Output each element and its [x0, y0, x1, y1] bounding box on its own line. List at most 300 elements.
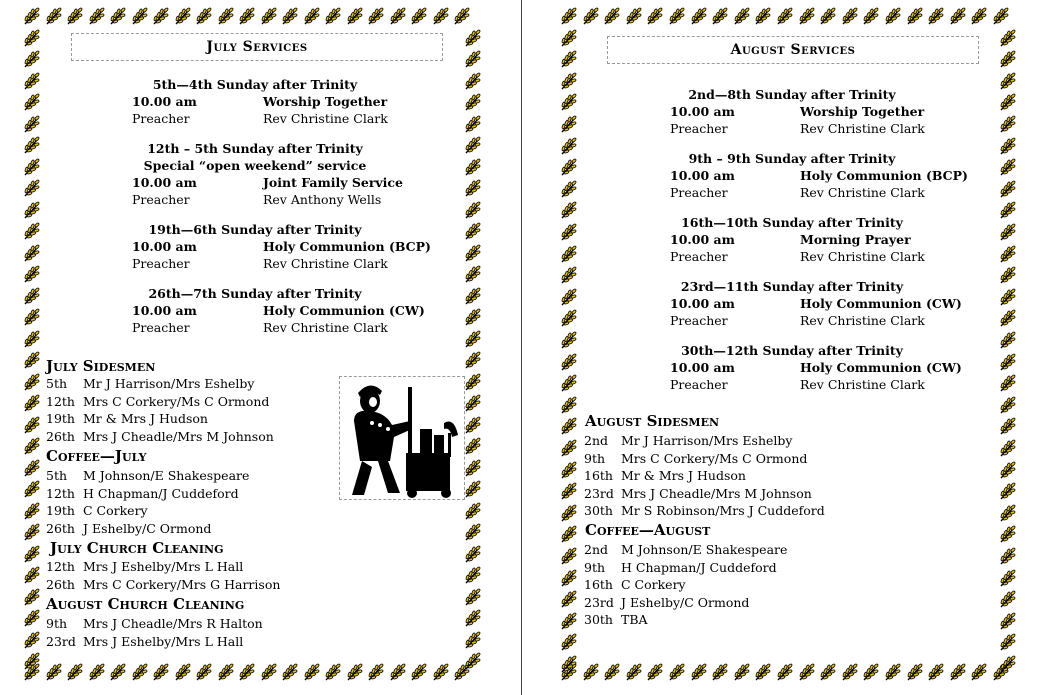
service-name: Worship Together: [800, 104, 925, 119]
wheat-sprig-icon: [259, 662, 279, 682]
wheat-sprig-icon: [559, 589, 579, 609]
wheat-sprig-icon: [323, 6, 343, 26]
wheat-sprig-icon: [194, 662, 214, 682]
wheat-sprig-icon: [22, 608, 42, 628]
wheat-sprig-icon: [259, 6, 279, 26]
wheat-sprig-icon: [65, 6, 85, 26]
service-name: Holy Communion (CW): [263, 303, 425, 318]
wheat-sprig-icon: [883, 662, 903, 682]
wheat-sprig-icon: [130, 6, 150, 26]
preacher-name: Rev Christine Clark: [263, 320, 388, 335]
wheat-sprig-icon: [463, 49, 483, 69]
sidesmen-row: [584, 433, 792, 448]
wheat-sprig-icon: [998, 222, 1018, 242]
preacher-label: Preacher: [670, 249, 728, 264]
wheat-sprig-icon: [409, 6, 429, 26]
wheat-sprig-icon: [463, 221, 483, 241]
sidesmen-row: [46, 376, 254, 391]
wheat-sprig-icon: [559, 49, 579, 69]
wheat-sprig-icon: [173, 662, 193, 682]
date: 12th: [46, 559, 75, 574]
sidesmen-row: [584, 503, 825, 518]
names: J Eshelby/C Ormond: [621, 594, 750, 610]
date: 30th: [584, 612, 613, 627]
wheat-sprig-icon: [87, 6, 107, 26]
names: H Chapman/J Cuddeford: [621, 559, 777, 575]
names: Mrs J Eshelby/Mrs L Hall: [83, 633, 244, 649]
wheat-sprig-icon: [108, 662, 128, 682]
wheat-sprig-icon: [840, 662, 860, 682]
wheat-sprig-icon: [998, 244, 1018, 264]
coffee-row: [584, 612, 648, 627]
wheat-sprig-icon: [797, 6, 817, 26]
preacher-label: Preacher: [132, 256, 190, 271]
july-services-title: July Services: [71, 33, 443, 61]
wheat-sprig-icon: [998, 157, 1018, 177]
wheat-sprig-icon: [818, 662, 838, 682]
wheat-sprig-icon: [345, 662, 365, 682]
wheat-sprig-icon: [22, 286, 42, 306]
wheat-sprig-icon: [861, 6, 881, 26]
cleaning-row: [46, 577, 280, 592]
wheat-sprig-icon: [463, 501, 483, 521]
preacher-label: Preacher: [670, 121, 728, 136]
wheat-sprig-icon: [463, 522, 483, 542]
wheat-sprig-icon: [559, 287, 579, 307]
wheat-sprig-icon: [463, 393, 483, 413]
names: Mrs J Eshelby/Mrs L Hall: [83, 559, 244, 574]
names: Mrs J Cheadle/Mrs M Johnson: [621, 485, 812, 501]
wheat-sprig-icon: [559, 265, 579, 285]
preacher-name: Rev Christine Clark: [800, 377, 925, 392]
wheat-sprig-icon: [559, 200, 579, 220]
wheat-sprig-icon: [602, 6, 622, 26]
coffee-row: [46, 503, 148, 518]
wheat-sprig-icon: [998, 114, 1018, 134]
date: 26th: [46, 520, 75, 536]
wheat-sprig-icon: [22, 630, 42, 650]
sidesmen-row: [584, 486, 812, 501]
wheat-sprig-icon: [559, 352, 579, 372]
service-name: Morning Prayer: [800, 232, 911, 247]
date: 12th: [46, 485, 75, 501]
service-time: 10.00 am: [670, 104, 735, 119]
coffee-row: [584, 542, 787, 557]
coffee-row: [584, 577, 686, 592]
date: 9th: [46, 616, 68, 631]
page-august: [524, 0, 1037, 695]
wheat-sprig-icon: [463, 415, 483, 435]
july-sidesmen-heading: July Sidesmen: [46, 357, 156, 375]
wheat-sprig-icon: [237, 662, 257, 682]
wheat-sprig-icon: [998, 568, 1018, 588]
sidesmen-row: [46, 411, 208, 426]
wheat-sprig-icon: [998, 308, 1018, 328]
sidesmen-row: [46, 429, 274, 444]
coffee-row: [584, 595, 749, 610]
wheat-sprig-icon: [998, 200, 1018, 220]
wheat-sprig-icon: [998, 632, 1018, 652]
wheat-sprig-icon: [463, 329, 483, 349]
wheat-sprig-icon: [216, 662, 236, 682]
wheat-sprig-icon: [22, 479, 42, 499]
wheat-sprig-icon: [280, 6, 300, 26]
preacher-name: Rev Christine Clark: [800, 121, 925, 136]
wheat-sprig-icon: [302, 6, 322, 26]
wheat-sprig-icon: [44, 662, 64, 682]
names: Mrs J Cheadle/Mrs M Johnson: [83, 428, 274, 444]
wheat-sprig-icon: [22, 71, 42, 91]
august-coffee-heading: Coffee—August: [585, 521, 711, 539]
wheat-sprig-icon: [22, 329, 42, 349]
wheat-sprig-icon: [44, 6, 64, 26]
wheat-sprig-icon: [559, 244, 579, 264]
wheat-sprig-icon: [463, 587, 483, 607]
wheat-sprig-icon: [22, 92, 42, 112]
wheat-sprig-icon: [22, 372, 42, 392]
wheat-sprig-icon: [22, 565, 42, 585]
service-time: 10.00 am: [132, 94, 197, 109]
wheat-sprig-icon: [559, 503, 579, 523]
preacher-name: Rev Christine Clark: [263, 256, 388, 271]
wheat-sprig-icon: [998, 589, 1018, 609]
preacher-label: Preacher: [132, 320, 190, 335]
preacher-label: Preacher: [670, 313, 728, 328]
wheat-sprig-icon: [22, 157, 42, 177]
cleaning-row: [46, 634, 243, 649]
wheat-sprig-icon: [463, 372, 483, 392]
names: Mrs J Cheadle/Mrs R Halton: [83, 616, 263, 631]
wheat-sprig-icon: [840, 6, 860, 26]
wheat-sprig-icon: [463, 135, 483, 155]
wheat-sprig-icon: [463, 436, 483, 456]
service-time: 10.00 am: [670, 296, 735, 311]
wheat-sprig-icon: [998, 395, 1018, 415]
wheat-sprig-icon: [463, 651, 483, 671]
date: 12th: [46, 393, 75, 409]
wheat-sprig-icon: [998, 373, 1018, 393]
service-name: Holy Communion (CW): [800, 360, 962, 375]
wheat-sprig-icon: [388, 6, 408, 26]
wheat-sprig-icon: [581, 662, 601, 682]
service-heading: 26th—7th Sunday after Trinity: [148, 286, 362, 301]
names: Mr J Harrison/Mrs Eshelby: [621, 433, 793, 448]
wheat-sprig-icon: [463, 71, 483, 91]
date: 2nd: [584, 433, 609, 448]
service-time: 10.00 am: [670, 360, 735, 375]
date: 16th: [584, 468, 613, 483]
wheat-sprig-icon: [645, 662, 665, 682]
wheat-sprig-icon: [998, 352, 1018, 372]
wheat-sprig-icon: [797, 662, 817, 682]
wheat-sprig-icon: [22, 114, 42, 134]
wheat-sprig-icon: [998, 438, 1018, 458]
wheat-sprig-icon: [216, 6, 236, 26]
wheat-sprig-icon: [559, 438, 579, 458]
coffee-row: [46, 521, 211, 536]
wheat-sprig-icon: [463, 200, 483, 220]
wheat-sprig-icon: [926, 6, 946, 26]
date: 23rd: [584, 594, 614, 610]
wheat-sprig-icon: [323, 662, 343, 682]
wheat-sprig-icon: [22, 501, 42, 521]
wheat-sprig-icon: [463, 544, 483, 564]
wheat-sprig-icon: [948, 662, 968, 682]
wheat-sprig-icon: [559, 308, 579, 328]
service-name: Holy Communion (BCP): [800, 168, 968, 183]
wheat-sprig-icon: [22, 28, 42, 48]
wheat-sprig-icon: [667, 662, 687, 682]
preacher-name: Rev Anthony Wells: [263, 192, 382, 207]
date: 23rd: [584, 485, 614, 501]
wheat-sprig-icon: [998, 503, 1018, 523]
wheat-sprig-icon: [559, 568, 579, 588]
wheat-sprig-icon: [559, 157, 579, 177]
service-heading: 2nd—8th Sunday after Trinity: [688, 87, 896, 102]
wheat-sprig-icon: [463, 608, 483, 628]
wheat-sprig-icon: [22, 458, 42, 478]
wheat-sprig-icon: [130, 662, 150, 682]
wheat-sprig-icon: [998, 49, 1018, 69]
wheat-sprig-icon: [559, 395, 579, 415]
wheat-sprig-icon: [463, 565, 483, 585]
wheat-sprig-icon: [22, 307, 42, 327]
wheat-sprig-icon: [22, 393, 42, 413]
wheat-sprig-icon: [22, 221, 42, 241]
service-time: 10.00 am: [132, 239, 197, 254]
wheat-sprig-icon: [22, 264, 42, 284]
wheat-sprig-icon: [151, 6, 171, 26]
wheat-sprig-icon: [366, 662, 386, 682]
wheat-sprig-icon: [559, 71, 579, 91]
names: C Corkery: [621, 577, 686, 592]
preacher-label: Preacher: [670, 185, 728, 200]
names: Mr & Mrs J Hudson: [83, 411, 208, 426]
wheat-sprig-icon: [559, 92, 579, 112]
wheat-sprig-icon: [559, 416, 579, 436]
service-subheading: Special “open weekend” service: [143, 158, 367, 173]
wheat-sprig-icon: [65, 662, 85, 682]
wheat-sprig-icon: [463, 479, 483, 499]
date: 2nd: [584, 542, 609, 557]
date: 9th: [584, 450, 606, 466]
coffee-row: [46, 486, 239, 501]
preacher-label: Preacher: [132, 111, 190, 126]
names: Mr S Robinson/Mrs J Cuddeford: [621, 503, 825, 518]
date: 19th: [46, 503, 75, 518]
service-name: Joint Family Service: [263, 175, 403, 190]
august-sidesmen-heading: August Sidesmen: [585, 412, 720, 430]
wheat-sprig-icon: [559, 524, 579, 544]
august-services-title: August Services: [607, 36, 979, 64]
wheat-sprig-icon: [753, 662, 773, 682]
wheat-sprig-icon: [645, 6, 665, 26]
preacher-label: Preacher: [132, 192, 190, 207]
names: M Johnson/E Shakespeare: [621, 542, 788, 557]
wheat-sprig-icon: [998, 179, 1018, 199]
names: Mr J Harrison/Mrs Eshelby: [83, 376, 255, 391]
wheat-sprig-icon: [559, 114, 579, 134]
wheat-sprig-icon: [559, 611, 579, 631]
wheat-sprig-icon: [905, 6, 925, 26]
names: Mrs C Corkery/Ms C Ormond: [83, 393, 270, 409]
date: 16th: [584, 577, 613, 592]
wheat-sprig-icon: [22, 178, 42, 198]
date: 5th: [46, 468, 68, 483]
names: Mrs C Corkery/Ms C Ormond: [621, 450, 808, 466]
wheat-sprig-icon: [732, 6, 752, 26]
wheat-sprig-icon: [22, 587, 42, 607]
wheat-sprig-icon: [463, 178, 483, 198]
wheat-sprig-icon: [998, 265, 1018, 285]
wheat-sprig-icon: [732, 662, 752, 682]
wheat-sprig-icon: [237, 6, 257, 26]
wheat-sprig-icon: [998, 71, 1018, 91]
wheat-sprig-icon: [559, 222, 579, 242]
wheat-sprig-icon: [559, 373, 579, 393]
wheat-sprig-icon: [998, 287, 1018, 307]
wheat-sprig-icon: [559, 6, 579, 26]
wheat-sprig-icon: [22, 243, 42, 263]
wheat-sprig-icon: [22, 6, 42, 26]
wheat-sprig-icon: [409, 662, 429, 682]
august-cleaning-heading: August Church Cleaning: [46, 595, 245, 613]
wheat-sprig-icon: [431, 662, 451, 682]
wheat-sprig-icon: [581, 6, 601, 26]
wheat-sprig-icon: [753, 6, 773, 26]
wheat-sprig-icon: [969, 662, 989, 682]
wheat-sprig-icon: [366, 6, 386, 26]
wheat-sprig-icon: [302, 662, 322, 682]
service-name: Worship Together: [263, 94, 388, 109]
wheat-sprig-icon: [22, 522, 42, 542]
wheat-sprig-icon: [559, 179, 579, 199]
wheat-sprig-icon: [22, 415, 42, 435]
wheat-sprig-icon: [463, 350, 483, 370]
wheat-sprig-icon: [463, 286, 483, 306]
service-heading: 12th – 5th Sunday after Trinity: [147, 141, 363, 156]
wheat-sprig-icon: [463, 114, 483, 134]
date: 23rd: [46, 633, 76, 649]
sidesmen-row: [584, 468, 746, 483]
service-name: Holy Communion (BCP): [263, 239, 431, 254]
date: 30th: [584, 503, 613, 518]
wheat-sprig-icon: [559, 28, 579, 48]
date: 26th: [46, 576, 75, 592]
wheat-sprig-icon: [905, 662, 925, 682]
service-heading: 19th—6th Sunday after Trinity: [148, 222, 362, 237]
wheat-sprig-icon: [87, 662, 107, 682]
wheat-sprig-icon: [22, 200, 42, 220]
wheat-sprig-icon: [151, 662, 171, 682]
coffee-row: [584, 560, 777, 575]
cleaning-row: [46, 616, 263, 631]
wheat-sprig-icon: [463, 92, 483, 112]
service-heading: 23rd—11th Sunday after Trinity: [680, 279, 904, 294]
wheat-sprig-icon: [775, 662, 795, 682]
wheat-sprig-icon: [22, 436, 42, 456]
wheat-sprig-icon: [969, 6, 989, 26]
names: Mrs C Corkery/Mrs G Harrison: [83, 576, 281, 592]
wheat-sprig-icon: [463, 630, 483, 650]
wheat-sprig-icon: [463, 28, 483, 48]
service-heading: 16th—10th Sunday after Trinity: [681, 215, 903, 230]
wheat-sprig-icon: [998, 524, 1018, 544]
service-time: 10.00 am: [670, 232, 735, 247]
cleaning-row: [46, 559, 243, 574]
wheat-sprig-icon: [998, 654, 1018, 674]
wheat-sprig-icon: [998, 546, 1018, 566]
wheat-sprig-icon: [710, 6, 730, 26]
preacher-name: Rev Christine Clark: [800, 313, 925, 328]
july-cleaning-heading: July Church Cleaning: [50, 539, 224, 557]
sidesmen-row: [46, 394, 269, 409]
names: J Eshelby/C Ormond: [83, 520, 212, 536]
service-time: 10.00 am: [132, 303, 197, 318]
wheat-sprig-icon: [689, 662, 709, 682]
wheat-sprig-icon: [998, 28, 1018, 48]
cleaner-with-cart-icon: [340, 377, 464, 499]
wheat-sprig-icon: [559, 546, 579, 566]
wheat-sprig-icon: [280, 662, 300, 682]
service-time: 10.00 am: [670, 168, 735, 183]
service-time: 10.00 am: [132, 175, 197, 190]
wheat-sprig-icon: [689, 6, 709, 26]
preacher-name: Rev Christine Clark: [263, 111, 388, 126]
wheat-sprig-icon: [998, 481, 1018, 501]
wheat-sprig-icon: [388, 662, 408, 682]
wheat-sprig-icon: [559, 632, 579, 652]
preacher-label: Preacher: [670, 377, 728, 392]
wheat-sprig-icon: [926, 662, 946, 682]
page-divider: [521, 0, 522, 695]
wheat-sprig-icon: [559, 654, 579, 674]
wheat-sprig-icon: [559, 481, 579, 501]
wheat-sprig-icon: [998, 460, 1018, 480]
preacher-name: Rev Christine Clark: [800, 185, 925, 200]
wheat-sprig-icon: [194, 6, 214, 26]
wheat-sprig-icon: [775, 6, 795, 26]
wheat-sprig-icon: [998, 92, 1018, 112]
wheat-sprig-icon: [559, 136, 579, 156]
service-heading: 30th—12th Sunday after Trinity: [681, 343, 903, 358]
wheat-sprig-icon: [452, 6, 472, 26]
wheat-sprig-icon: [667, 6, 687, 26]
wheat-sprig-icon: [602, 662, 622, 682]
wheat-sprig-icon: [998, 416, 1018, 436]
wheat-sprig-icon: [861, 662, 881, 682]
date: 9th: [584, 559, 606, 575]
wheat-sprig-icon: [818, 6, 838, 26]
wheat-sprig-icon: [463, 243, 483, 263]
july-coffee-heading: Coffee—July: [46, 447, 147, 465]
names: Mr & Mrs J Hudson: [621, 468, 746, 483]
wheat-sprig-icon: [710, 662, 730, 682]
names: C Corkery: [83, 503, 148, 518]
service-heading: 9th – 9th Sunday after Trinity: [688, 151, 896, 166]
wheat-sprig-icon: [463, 458, 483, 478]
wheat-sprig-icon: [624, 6, 644, 26]
wheat-sprig-icon: [463, 264, 483, 284]
date: 26th: [46, 428, 75, 444]
names: TBA: [621, 612, 648, 627]
wheat-sprig-icon: [559, 330, 579, 350]
wheat-sprig-icon: [173, 6, 193, 26]
wheat-sprig-icon: [998, 611, 1018, 631]
wheat-sprig-icon: [463, 307, 483, 327]
date: 19th: [46, 411, 75, 426]
cleaner-clipart: [339, 376, 465, 500]
